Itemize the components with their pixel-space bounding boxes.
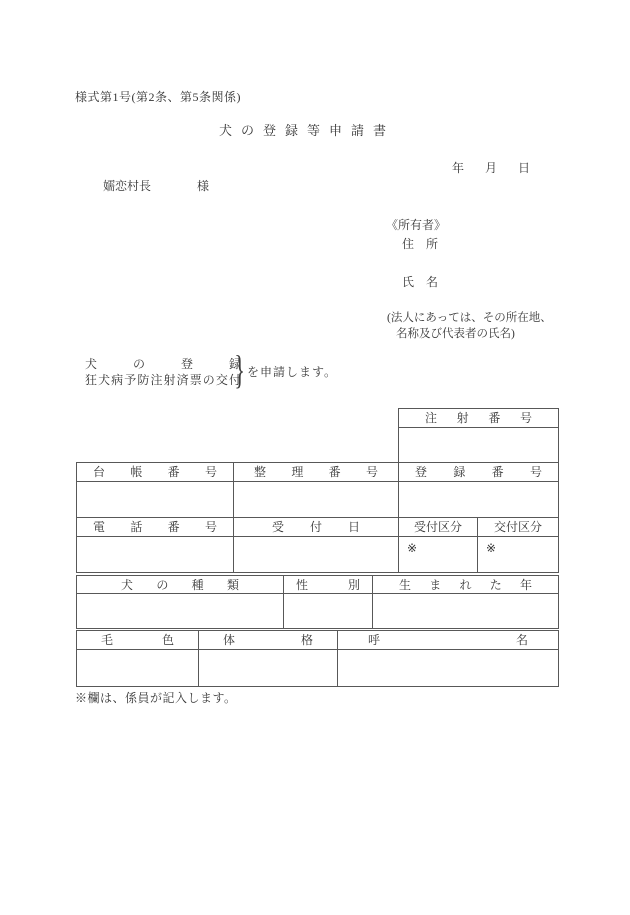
phone-number-header: 電話番号 [77, 518, 234, 537]
owner-section-heading: 《所有者》 [386, 218, 447, 232]
owner-name-label: 氏 名 [402, 275, 439, 289]
sex-header: 性別 [284, 576, 373, 594]
application-suffix: を申請します。 [247, 365, 338, 379]
year-label: 年 [452, 161, 465, 175]
sex-cell [284, 594, 373, 628]
injection-number-cell [399, 428, 558, 462]
issue-class-staff-mark: ※ [486, 540, 497, 555]
addressee-name: 嬬恋村長 [103, 179, 152, 193]
staff-entry-footnote: ※欄は、係員が記入します。 [75, 691, 237, 705]
issue-class-header: 交付区分 [478, 518, 558, 537]
dog-details-table [76, 575, 559, 629]
dog-breed-cell [77, 594, 284, 628]
owner-address-label: 住 所 [402, 237, 439, 251]
form-number-label: 様式第1号(第2条、第5条関係) [75, 90, 241, 104]
ledger-number-cell [77, 482, 234, 518]
form-title: 犬の登録等申請書 [219, 123, 396, 138]
registration-number-header: 登録番号 [399, 463, 558, 482]
phone-number-cell [77, 537, 234, 573]
coat-color-cell [77, 650, 199, 686]
addressee-honorific: 様 [197, 179, 210, 193]
coat-color-header: 毛色 [77, 631, 199, 650]
corporate-note-line2: 名称及び代表者の氏名) [396, 328, 515, 340]
grouping-brace: } [234, 347, 245, 392]
reference-number-header: 整理番号 [234, 463, 399, 482]
ledger-number-header: 台帳番号 [77, 463, 234, 482]
injection-number-table [398, 408, 559, 463]
birth-year-header: 生まれた年 [373, 576, 558, 594]
application-item-registration: 犬の登録 [85, 357, 241, 371]
corporate-note [387, 310, 552, 342]
injection-number-header: 注射番号 [399, 409, 558, 428]
dog-breed-header: 犬の種類 [77, 576, 284, 594]
dog-appearance-table [76, 630, 559, 687]
call-name-header: 呼名 [338, 631, 558, 650]
reception-class-staff-mark: ※ [399, 537, 478, 573]
reception-date-cell [234, 537, 399, 573]
reception-date-header: 受付日 [234, 518, 399, 537]
application-item-rabies-tag: 狂犬病予防注射済票の交付 [85, 373, 241, 387]
month-label: 月 [485, 161, 498, 175]
birth-year-cell [373, 594, 558, 628]
reference-number-cell [234, 482, 399, 518]
reception-class-header: 受付区分 [399, 518, 478, 537]
build-header: 体格 [199, 631, 338, 650]
call-name-cell [338, 650, 558, 686]
day-label: 日 [518, 161, 531, 175]
date-line [452, 159, 530, 176]
addressee-line [103, 177, 209, 194]
registration-numbers-table [76, 462, 559, 573]
corporate-note-line1: (法人にあっては、その所在地、 [387, 312, 552, 324]
registration-number-cell [399, 482, 558, 518]
build-cell [199, 650, 338, 686]
application-items [85, 356, 241, 388]
